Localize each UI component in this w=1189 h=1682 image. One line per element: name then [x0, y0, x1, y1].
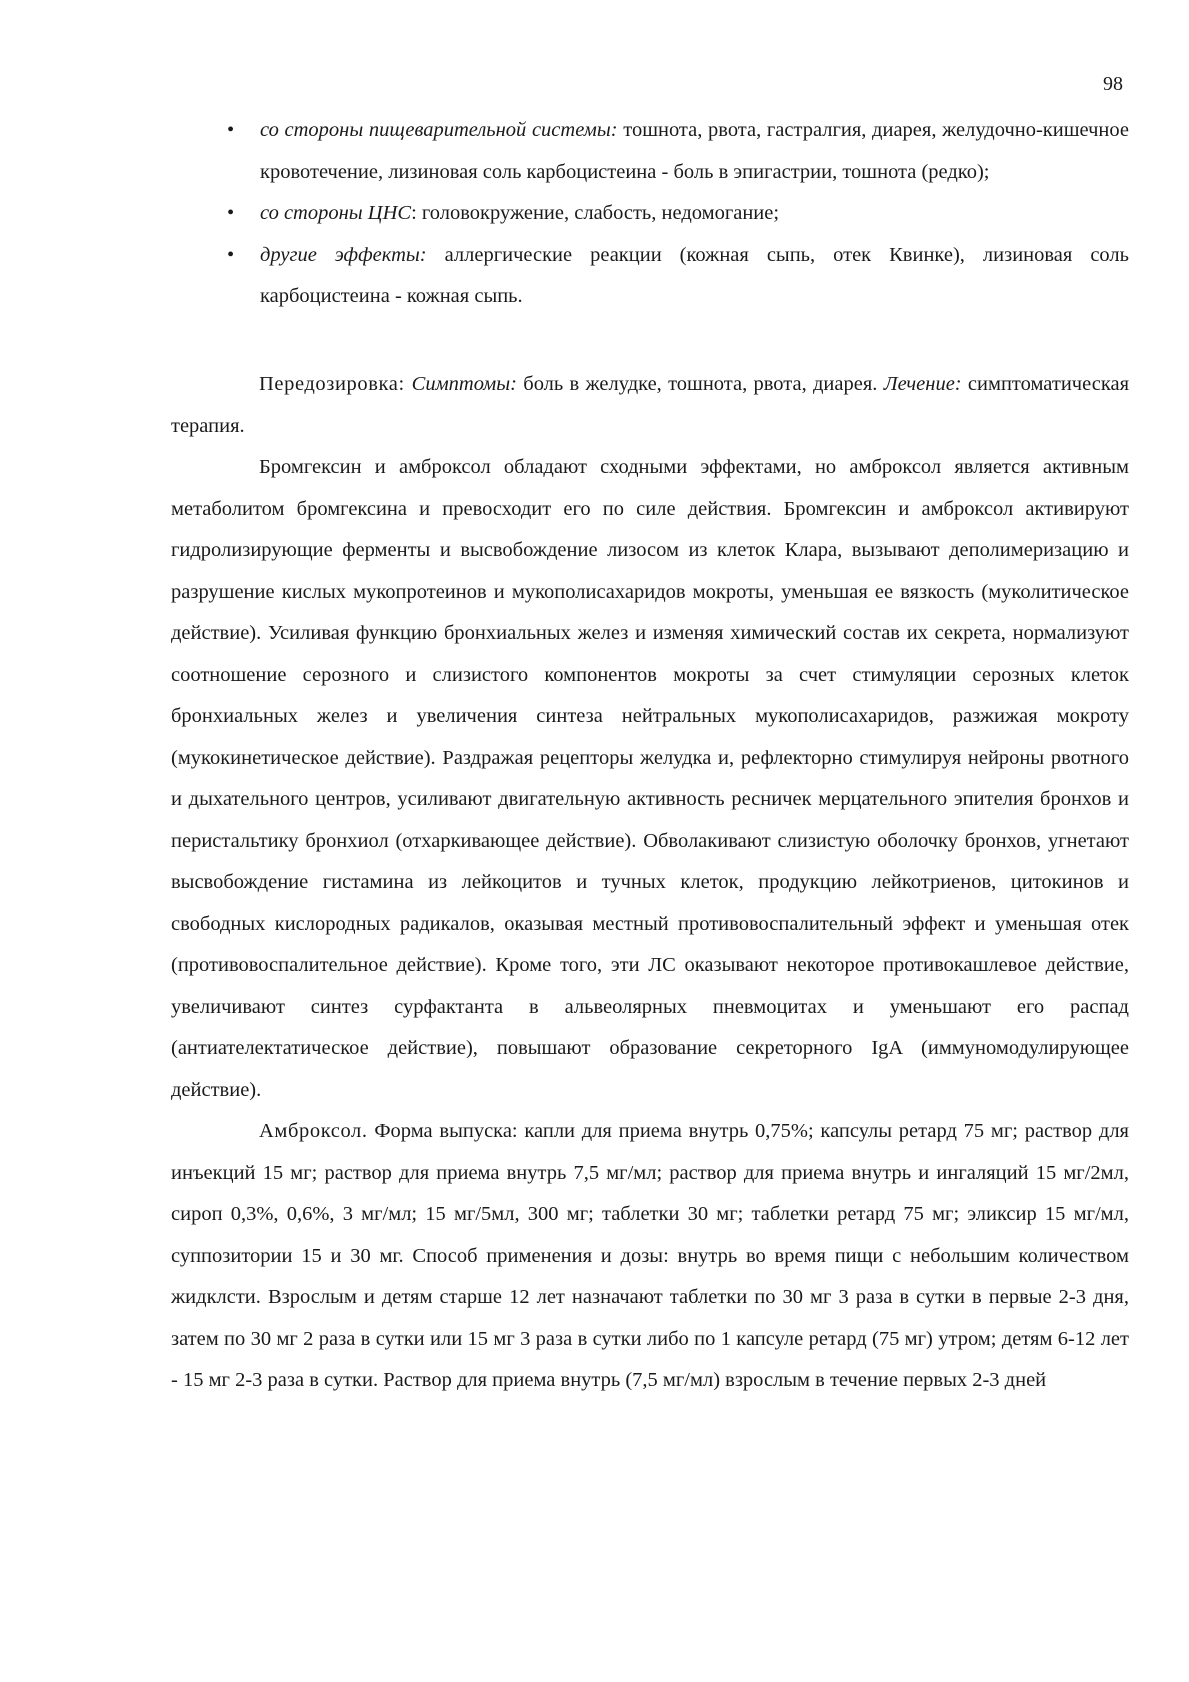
list-item — [227, 235, 1129, 318]
list-item-text: : головокружение, слабость, недомогание; — [411, 202, 780, 224]
ambroxol-text: Форма выпуска: капли для приема внутрь 0,75%; капсулы ретард 75 мг; раствор для инъекций 15 мг; раствор для приема внутрь 7,5 мг/мл; раствор для приема внутрь и ингаляций 15 мг/2мл, сироп 0,3%, 0,6%, 3 мг/мл; 15 мг/5мл, 300 мг; таблетки 30 мг; таблетки ретард 75 мг; эликсир 15 мг/мл, суппозитории 15 и 30 мг. Способ применения и дозы: внутрь во время пищи с небольшим количеством жидклсти. Взрослым и детям старше 12 лет назначают таблетки по 30 мг 3 раза в сутки в первые 2-3 дня, затем по 30 мг 2 раза в сутки или 15 мг 3 раза в сутки либо по 1 капсуле ретард (75 мг) утром; детям 6-12 лет - 15 мг 2-3 раза в сутки. Раствор для приема внутрь (7,5 мг/мл) взрослым в течение первых 2-3 дней — [171, 1120, 1129, 1391]
treatment-text: симптоматическая терапия. — [171, 373, 1130, 437]
list-item-lead: другие эффекты: — [260, 243, 427, 266]
overdose-label: Передозировка: — [259, 373, 412, 395]
ambroxol-paragraph — [171, 1111, 1129, 1402]
overdose-paragraph — [171, 364, 1129, 447]
side-effects-list — [0, 110, 1189, 318]
symptoms-lead: Симптомы: — [411, 373, 517, 395]
list-item — [227, 110, 1129, 193]
symptoms-text: боль в желудке, тошнота, рвота, диарея. — [516, 373, 884, 395]
list-item-text: тошнота, рвота, гастралгия, диарея, желудочно-кишечное кровотечение, лизиновая соль карбоцистеина - боль в эпигастрии, тошнота (редко); — [260, 119, 1129, 183]
bullet-icon: • — [227, 243, 235, 266]
bullet-icon: • — [227, 202, 235, 224]
treatment-lead: Лечение: — [883, 373, 962, 395]
bromhexine-paragraph: Бромгексин и амброксол обладают сходными эффектами, но амброксол является активным метаболитом бромгексина и превосходит его по силе действия. Бромгексин и амброксол активируют гидролизирующие ферменты и высвобождение лизосом из клеток Клара, вызывают деполимеризацию и разрушение кислых мукопротеинов и мукополисахаридов мокроты, уменьшая ее вязкость (муколитическое действие). Усиливая функцию бронхиальных желез и изменяя химический состав их секрета, нормализуют соотношение серозного и слизистого компонентов мокроты за счет стимуляции серозных клеток бронхиальных желез и увеличения синтеза нейтральных мукополисахаридов, разжижая мокроту (мукокинетическое действие). Раздражая рецепторы желудка и, рефлекторно стимулируя нейроны рвотного и дыхательного центров, усиливают двигательную активность ресничек мерцательного эпителия бронхов и перистальтику бронхиол (отхаркивающее действие). Обволакивают слизистую оболочку бронхов, угнетают высвобождение гистамина из лейкоцитов и тучных клеток, продукцию лейкотриенов, цитокинов и свободных кислородных радикалов, оказывая местный противовоспалительный эффект и уменьшая отек (противовоспалительное действие). Кроме того, эти ЛС оказывают некоторое противокашлевое действие, увеличивают синтез сурфактанта в альвеолярных пневмоцитах и уменьшают его распад (антиателектатическое действие), повышают образование секреторного IgA (иммуномодулирующее действие). — [171, 456, 1129, 1101]
list-item-text: аллергические реакции (кожная сыпь, отек Квинке), лизиновая соль карбоцистеина - кожная сыпь. — [260, 243, 1129, 307]
list-item-lead: со стороны ЦНС — [260, 202, 412, 224]
ambroxol-title: Амброксол. — [259, 1120, 368, 1142]
list-item-lead: со стороны пищеварительной системы: — [260, 119, 618, 141]
body-text — [171, 364, 1129, 1402]
list-item — [227, 193, 1129, 235]
page-number: 98 — [1103, 73, 1123, 95]
bullet-icon: • — [227, 119, 235, 141]
